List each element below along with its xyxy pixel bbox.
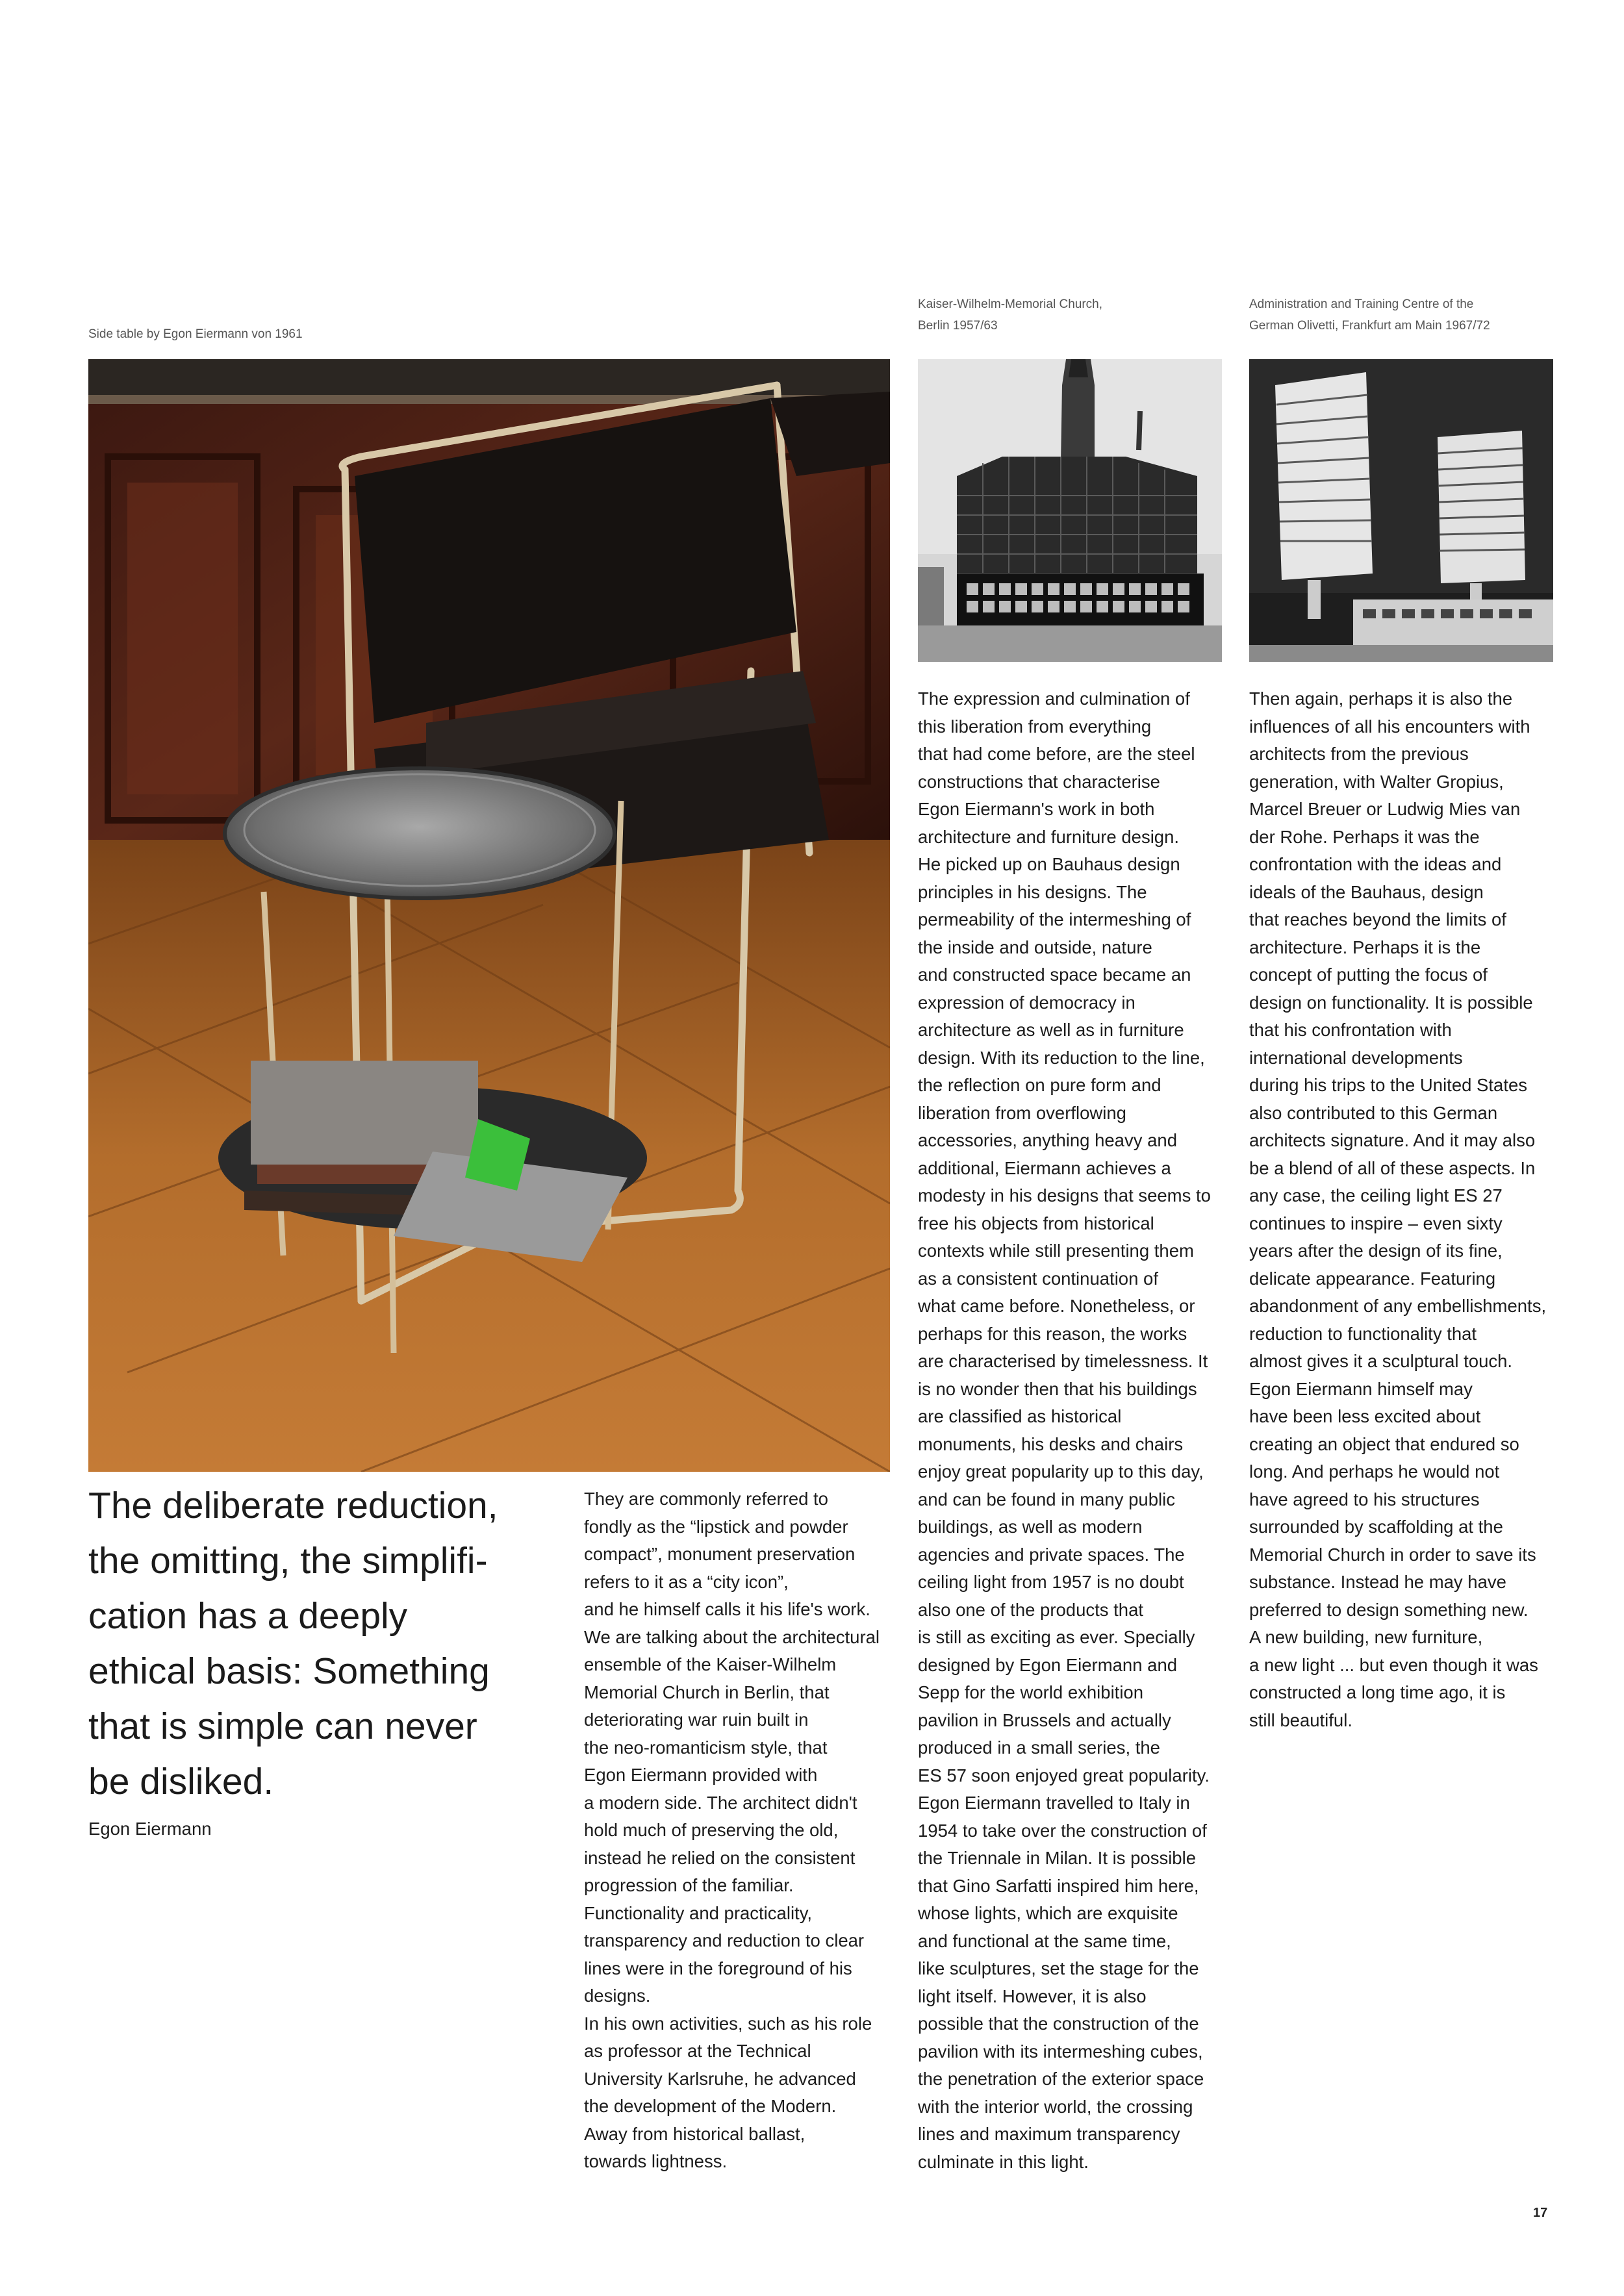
olivetti-photo [1249, 359, 1553, 662]
text-column-2: The expression and culmination of this liberation from everything that had come before, are the steel constructions that characterise Egon Eiermann's work in both architecture and furniture design. He picked up on Bauhaus design principles in his designs. The permeability of the intermeshing of the inside and outside, nature and constructed space became an expression of democracy in architecture as well as in furniture design. With its reduction to the line, the reflection on pure form and liberation from overflowing accessories, anything heavy and additional, Eiermann achieves a modesty in his designs that seems to free his objects from historical contexts while still presenting them as a consistent continuation of what came before. Nonetheless, or perhaps for this reason, the works are characterised by timelessness. It is no wonder then that his buildings are classified as historical monuments, his desks and chairs enjoy great popularity up to this day, and can be found in many public buildings, as well as modern agencies and private spaces. The ceiling light from 1957 is no doubt also one of the products that is still as exciting as ever. Specially designed by Egon Eiermann and Sepp for the world exhibition pavilion in Brussels and actually produced in a small series, the ES 57 soon enjoyed great popularity. Egon Eiermann travelled to Italy in 1954 to take over the construction of the Triennale in Milan. It is possible that Gino Sarfatti inspired him here, whose lights, which are exquisite and functional at the same time, like sculptures, set the stage for the light itself. However, it is also possible that the construction of the pavilion with its intermeshing cubes, the penetration of the exterior space with the interior world, the crossing lines and maximum transparency culminate in this light. [918, 688, 1211, 2172]
pull-quote: The deliberate reduction, the omitting, the simplifi- cation has a deeply ethical basis: Something that is simple can never be disliked. [88, 1485, 498, 1802]
text-column-3: Then again, perhaps it is also the influences of all his encounters with architects from the previous generation, with Walter Gropius, Marcel Breuer or Ludwig Mies van der Rohe. Perhaps it was the confrontation with the ideas and ideals of the Bauhaus, design that reaches beyond the limits of architecture. Perhaps it is the concept of putting the focus of design on functionality. It is possible that his confrontation with international developments during his trips to the United States also contributed to this German architects signature. And it may also be a blend of all of these aspects. In any case, the ceiling light ES 27 continues to inspire – even sixty years after the design of its fine, delicate appearance. Featuring abandonment of any embellishments, reduction to functionality that almost gives it a sculptural touch. Egon Eiermann himself may have been less excited about creating an object that endured so long. And perhaps he would not have agreed to his structures surrounded by scaffolding at the Memorial Church in order to save its substance. Instead he may have preferred to design something new. A new building, new furniture, a new light ... but even though it was constructed a long time ago, it is still beautiful. [1249, 688, 1547, 1730]
side-table-caption: Side table by Egon Eiermann von 1961 [88, 327, 303, 341]
church-photo [918, 359, 1222, 662]
page-number: 17 [1533, 2206, 1548, 2220]
olivetti-caption: Administration and Training Centre of the German Olivetti, Frankfurt am Main 1967/72 [1249, 297, 1490, 333]
church-caption: Kaiser-Wilhelm-Memorial Church, Berlin 1957/63 [918, 297, 1102, 333]
text-column-1: They are commonly referred to fondly as the “lipstick and powder compact”, monument preservation refers to it as a “city icon”, and he himself calls it his life's work. We are talking about the architectural ensemble of the Kaiser-Wilhelm Memorial Church in Berlin, that deteriorating war ruin built in the neo-romanticism style, that Egon Eiermann provided with a modern side. The architect didn't hold much of preserving the old, instead he relied on the consistent progression of the familiar. Functionality and practicality, transparency and reduction to clear lines were in the foreground of his designs. In his own activities, such as his role as professor at the Technical University Karlsruhe, he advanced the development of the Modern. Away from historical ballast, towards lightness. [584, 1489, 880, 2171]
quote-author: Egon Eiermann [88, 1819, 212, 1839]
side-table-photo [88, 359, 890, 1472]
